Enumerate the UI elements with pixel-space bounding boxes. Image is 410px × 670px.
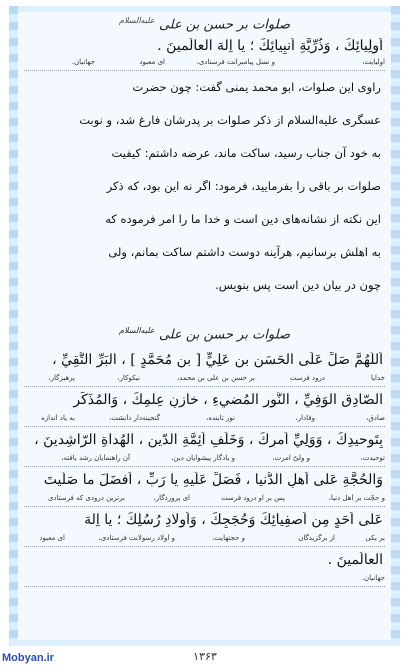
translation-word: و ولیّ امرت، [272, 454, 310, 462]
prose-line: به خود آن جناب رسید، ساکت ماند، عرضه داشتم: کیفیت [111, 146, 381, 160]
right-border-ornament [391, 6, 400, 646]
translation-word: وفادار، [295, 414, 315, 422]
page-title [18, 16, 391, 32]
translation-word: ای پروردگار، [153, 494, 190, 502]
prose-line: راوی این صلوات، ابو محمد یمنی گفت: چون حضرت [132, 80, 381, 94]
translation-line [24, 414, 385, 427]
translation-line [24, 574, 385, 587]
arabic-line: بِتَوحيدِكَ ، وَوَلِيِّ اَمرِكَ ، وَخَلَفِ اَئِمَّةِ الدّينِ ، الهُداةِ الرّاشِدينَ ، [34, 432, 383, 448]
translation-word: توحیدت، [360, 454, 385, 462]
translation-word: ای معبود [39, 534, 65, 542]
translation-word: پس بر او درود فرست [221, 494, 285, 502]
translation-word: و یادگار پیشوایان دین، [171, 454, 235, 462]
translation-word: درود فرست [289, 374, 325, 382]
translation-word: بر حسن بن علی بن محمد، [177, 374, 255, 382]
section-title [18, 326, 391, 342]
page-number: ۱۳۶۳ [193, 650, 217, 663]
translation-word: آن راهنمایان رشد یافته، [61, 454, 130, 462]
arabic-line-top: اَولِيائِكَ ، وَذُرِّيَّةِ اَنبِيائِكَ ؛ يا اِلهَ العالَمينَ . [157, 38, 383, 54]
translation-line-top [24, 58, 385, 71]
arabic-line: العالَمينَ . [327, 552, 383, 568]
section-title-text: صلوات بر حسن بن علی [158, 327, 290, 343]
prose-line: این نکته از نشانه‌های دین است و خدا ما را امر فرموده که [105, 212, 381, 226]
translation-word: ای معبود [139, 58, 165, 66]
translation-line [24, 454, 385, 467]
translation-word: صادق، [366, 414, 385, 422]
translation-line [24, 494, 385, 507]
prose-line: عسگری علیه‌السلام از ذکر صلوات بر پدرشان فارغ شد، و نوبت [79, 113, 381, 127]
translation-word: از برگزیدگان [298, 534, 335, 542]
translation-word: اولیایت، [362, 58, 385, 66]
translation-word: و اولاد رسولانت فرستادی، [98, 534, 175, 542]
site-watermark: Mobyan.ir [2, 652, 54, 664]
translation-word: نیکوکار، [117, 374, 140, 382]
arabic-line: الصّادِقِ الوَفِيِّ ، النُّورِ المُضيءِ ، خازِنِ عِلمِكَ ، وَالمُذَكِّرِ [73, 392, 383, 408]
translation-word: جهانیان. [71, 58, 95, 66]
prose-line: به اهلش برسانیم، هرآینه دوست داشتم ساکت بمانم، ولی [108, 245, 381, 259]
translation-word: برترین درودی که فرستادی [47, 494, 125, 502]
honorific-mark: علیه‌السلام [119, 16, 155, 25]
prose-line: چون در بیان دین است پس بنویس. [215, 278, 381, 292]
translation-word: نور تابنده، [206, 414, 235, 422]
translation-word: بر یکی [365, 534, 385, 542]
left-border-ornament [9, 6, 18, 646]
title-text: صلوات بر حسن بن علی [158, 17, 290, 33]
translation-word: و حجتهایت، [211, 534, 245, 542]
prose-line: صلوات بر باقی را بفرمایید، فرمود: اگر نه این بود، که ذکر [106, 179, 381, 193]
translation-word: و نسل پیامبرانت فرستادی، [196, 58, 275, 66]
page-content [18, 12, 391, 640]
translation-word: پرهیزگار، [48, 374, 75, 382]
translation-line [24, 534, 385, 547]
translation-word: جهانیان. [361, 574, 385, 582]
translation-word: گنجینه‌دار دانشت، [109, 414, 160, 422]
translation-word: خدایا [370, 374, 385, 382]
arabic-line: وَالحُجَّةِ عَلى اَهلِ الدُّنيا ، فَصَلِّ عَلَيهِ يا رَبِّ ، اَفضَلَ ما صَلَّيتَ [43, 472, 383, 488]
arabic-line: اَللّهُمَّ صَلِّ عَلَى الحَسَنِ بنِ عَلِيٍّ [ بنِ مُحَمَّدٍ ] ، البَرِّ التَّقِيِّ ، [52, 352, 383, 368]
translation-word: و حجّت بر اهل دنیا، [328, 494, 385, 502]
arabic-line: عَلى اَحَدٍ مِن اَصفِيائِكَ وَحُجَجِكَ ، وَاَولادِ رُسُلِكَ ؛ يا اِلهَ [84, 512, 383, 528]
translation-line [24, 374, 385, 387]
honorific-mark: علیه‌السلام [119, 326, 155, 335]
translation-word: به یاد اندازه [41, 414, 75, 422]
